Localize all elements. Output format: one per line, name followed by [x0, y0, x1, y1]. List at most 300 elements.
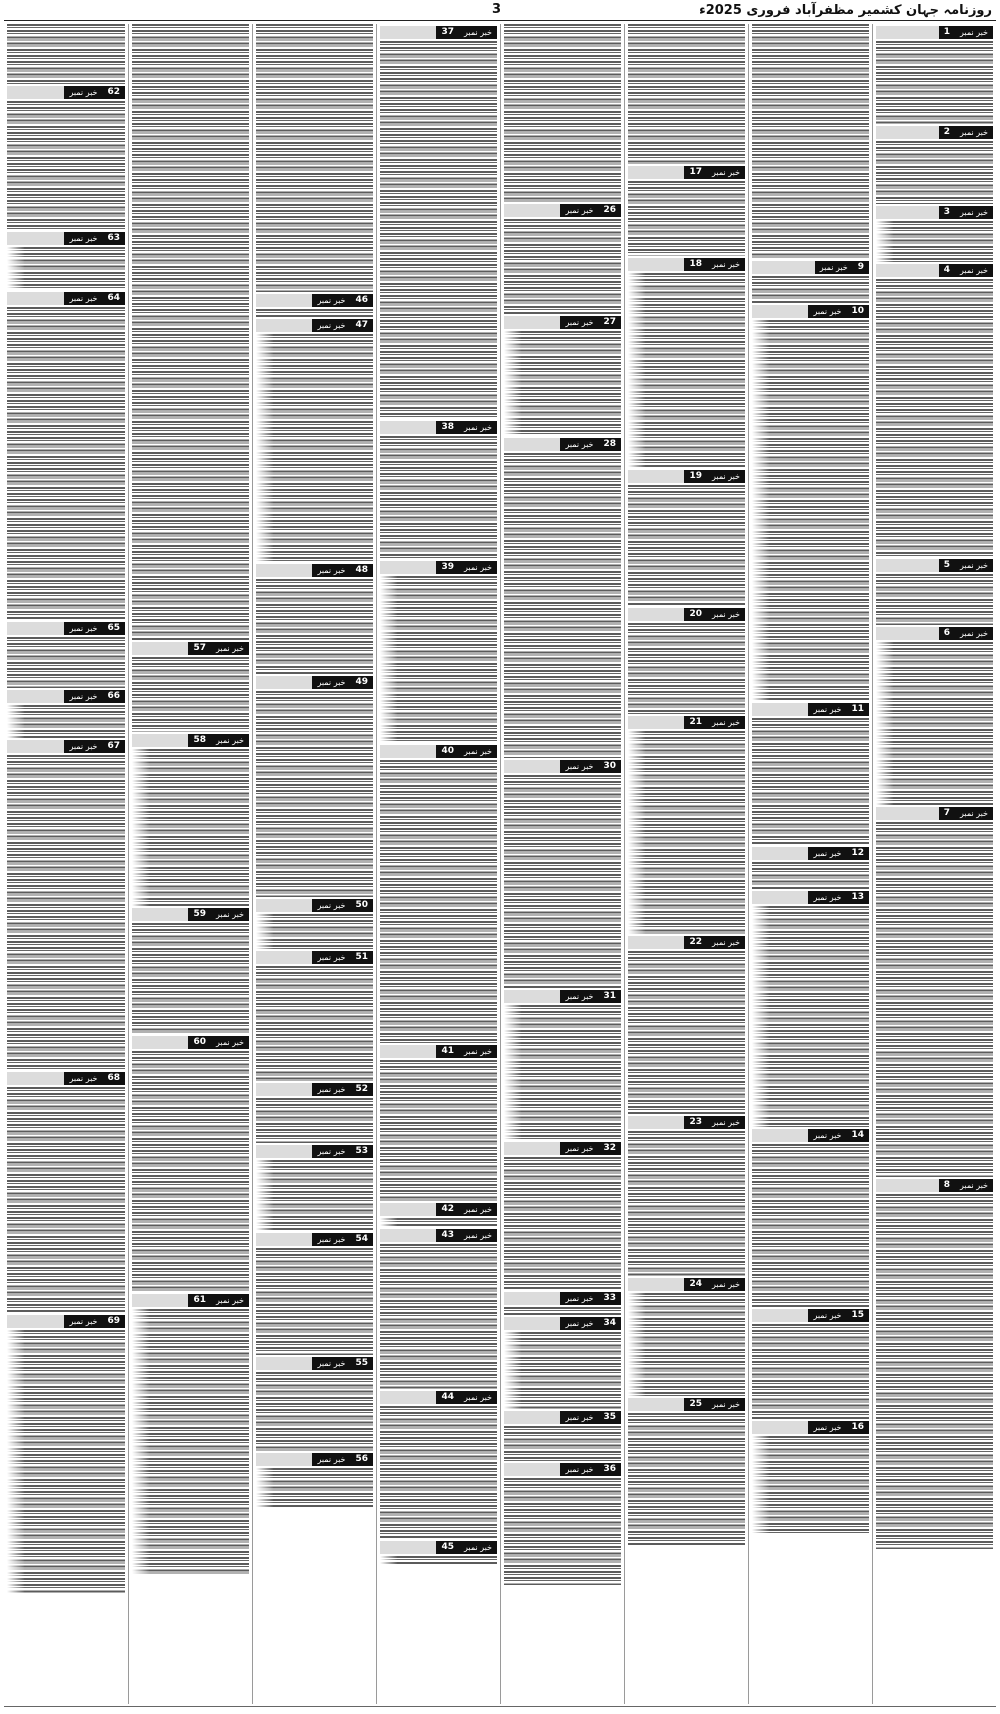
news-item-text: [504, 331, 621, 436]
news-item-tag: خبر نمبر: [955, 264, 993, 277]
news-item-text: [256, 966, 373, 1081]
news-item: [752, 1309, 869, 1419]
news-item-number: 11: [846, 703, 869, 716]
news-item: [876, 1179, 993, 1549]
news-item-text: [7, 637, 125, 688]
news-item-header: [256, 564, 373, 577]
news-item-header: [380, 1203, 497, 1216]
news-item-header: [256, 951, 373, 964]
news-item-header: [876, 627, 993, 640]
news-item-number: 34: [598, 1317, 621, 1330]
news-item-tag: خبر نمبر: [560, 990, 598, 1003]
news-item-tag: خبر نمبر: [560, 1411, 598, 1424]
news-item: [7, 740, 125, 1070]
news-item-header: [876, 264, 993, 277]
news-item-number: 60: [188, 1036, 211, 1049]
news-item-tag: خبر نمبر: [707, 1398, 745, 1411]
news-item-tag: خبر نمبر: [211, 1294, 249, 1307]
news-item-tag: خبر نمبر: [808, 703, 846, 716]
news-item-text: [628, 181, 745, 256]
news-item: [752, 891, 869, 1127]
news-item: [628, 166, 745, 256]
news-item-tag: خبر نمبر: [808, 847, 846, 860]
news-item-number: 10: [846, 305, 869, 318]
news-item-tag: خبر نمبر: [560, 760, 598, 773]
news-item-text: [752, 24, 869, 259]
news-item-number: 23: [684, 1116, 707, 1129]
news-item-number: 6: [939, 627, 955, 640]
news-item-header: [752, 703, 869, 716]
news-item-tag: خبر نمبر: [459, 1391, 497, 1404]
news-item-header: [752, 1129, 869, 1142]
news-item-number: 31: [598, 990, 621, 1003]
news-item-tag: خبر نمبر: [560, 1292, 598, 1305]
news-item-header: [628, 716, 745, 729]
news-item: [628, 1398, 745, 1546]
news-item-header: [876, 26, 993, 39]
news-item-header: [380, 561, 497, 574]
news-item: [256, 564, 373, 674]
news-item-text: [628, 485, 745, 606]
news-item-text: [876, 574, 993, 625]
news-item-header: [132, 1036, 249, 1049]
news-item-number: 45: [436, 1541, 459, 1554]
news-item-header: [380, 421, 497, 434]
news-item-header: [504, 1292, 621, 1305]
news-item-number: 7: [939, 807, 955, 820]
news-item-text: [504, 1157, 621, 1290]
news-item-tag: خبر نمبر: [64, 1315, 102, 1328]
news-item: [132, 1294, 249, 1574]
news-item-header: [628, 470, 745, 483]
news-item: [752, 847, 869, 889]
news-item: [628, 608, 745, 714]
news-item-text: [504, 775, 621, 988]
news-item-number: 57: [188, 642, 211, 655]
news-item-header: [256, 1233, 373, 1246]
news-item-text: [752, 320, 869, 701]
news-item-header: [256, 1083, 373, 1096]
news-item-text: [876, 41, 993, 124]
news-item-number: 4: [939, 264, 955, 277]
news-item-text: [380, 1406, 497, 1539]
news-item: [256, 899, 373, 949]
news-item-header: [752, 305, 869, 318]
news-item: [876, 264, 993, 557]
news-item-tag: خبر نمبر: [808, 1309, 846, 1322]
news-item-number: 48: [350, 564, 373, 577]
news-item: [876, 807, 993, 1177]
news-item: [132, 1036, 249, 1292]
news-item-header: [628, 166, 745, 179]
news-item-number: 67: [102, 740, 125, 753]
news-item: [256, 319, 373, 562]
news-item: [380, 1541, 497, 1564]
news-item-tag: خبر نمبر: [955, 1179, 993, 1192]
news-item-header: [504, 204, 621, 217]
news-item: [504, 760, 621, 988]
news-item-text: [132, 1051, 249, 1292]
news-item: [504, 24, 621, 202]
news-item-text: [256, 914, 373, 949]
news-item-text: [628, 1293, 745, 1396]
news-item-header: [504, 438, 621, 451]
news-item-header: [380, 1391, 497, 1404]
news-item-number: 68: [102, 1072, 125, 1085]
news-item: [132, 24, 249, 640]
news-item: [7, 232, 125, 290]
news-item-tag: خبر نمبر: [560, 1463, 598, 1476]
news-item: [752, 261, 869, 303]
news-item-number: 61: [188, 1294, 211, 1307]
news-column: [500, 24, 624, 1704]
news-item-tag: خبر نمبر: [459, 1541, 497, 1554]
news-item-header: [380, 26, 497, 39]
news-item-number: 25: [684, 1398, 707, 1411]
news-item: [380, 1203, 497, 1227]
news-item-tag: خبر نمبر: [459, 745, 497, 758]
news-item-tag: خبر نمبر: [211, 1036, 249, 1049]
news-item-text: [7, 24, 125, 84]
news-item-number: 9: [853, 261, 869, 274]
news-item-header: [132, 1294, 249, 1307]
news-item: [380, 1045, 497, 1201]
news-item-number: 36: [598, 1463, 621, 1476]
news-item-tag: خبر نمبر: [560, 1142, 598, 1155]
news-item-header: [380, 1541, 497, 1554]
news-item-tag: خبر نمبر: [312, 1083, 350, 1096]
news-item-tag: خبر نمبر: [808, 891, 846, 904]
news-item-number: 39: [436, 561, 459, 574]
news-item-tag: خبر نمبر: [312, 1357, 350, 1370]
news-item: [256, 1453, 373, 1507]
news-item-number: 15: [846, 1309, 869, 1322]
news-item-header: [628, 1398, 745, 1411]
news-item-number: 18: [684, 258, 707, 271]
news-item-text: [380, 576, 497, 743]
masthead: [0, 0, 1000, 22]
news-item-number: 55: [350, 1357, 373, 1370]
news-item-text: [256, 24, 373, 292]
news-item-text: [504, 1005, 621, 1140]
news-item-header: [628, 936, 745, 949]
news-item-text: [504, 1478, 621, 1585]
news-item-number: 62: [102, 86, 125, 99]
news-item-tag: خبر نمبر: [955, 126, 993, 139]
news-item-number: 44: [436, 1391, 459, 1404]
news-item-tag: خبر نمبر: [955, 807, 993, 820]
news-item-text: [752, 718, 869, 845]
news-item-text: [876, 822, 993, 1177]
news-item-number: 64: [102, 292, 125, 305]
news-item-text: [132, 923, 249, 1034]
news-item-header: [7, 232, 125, 245]
news-item: [380, 561, 497, 743]
news-item: [256, 1145, 373, 1231]
news-item-text: [7, 101, 125, 230]
page-number: 3: [492, 2, 502, 17]
news-item: [752, 703, 869, 845]
news-column: [748, 24, 872, 1704]
news-item-tag: خبر نمبر: [707, 258, 745, 271]
news-item-number: 56: [350, 1453, 373, 1466]
news-item: [876, 559, 993, 625]
news-item-number: 30: [598, 760, 621, 773]
news-item-tag: خبر نمبر: [707, 1116, 745, 1129]
news-item-tag: خبر نمبر: [955, 206, 993, 219]
news-item-number: 54: [350, 1233, 373, 1246]
news-item: [876, 26, 993, 124]
news-item-header: [380, 1229, 497, 1242]
news-item: [504, 438, 621, 758]
news-item-number: 38: [436, 421, 459, 434]
news-item-header: [628, 608, 745, 621]
news-item-number: 37: [436, 26, 459, 39]
news-item-text: [7, 1330, 125, 1593]
news-item-tag: خبر نمبر: [312, 951, 350, 964]
news-item-text: [752, 1324, 869, 1419]
news-item-text: [504, 1307, 621, 1315]
news-item-number: 46: [350, 294, 373, 307]
news-item: [628, 716, 745, 934]
news-item-tag: خبر نمبر: [808, 305, 846, 318]
news-item-text: [256, 1248, 373, 1355]
news-item-tag: خبر نمبر: [955, 26, 993, 39]
news-item-text: [628, 731, 745, 934]
news-item-number: 16: [846, 1421, 869, 1434]
news-item-header: [7, 86, 125, 99]
news-item-number: 19: [684, 470, 707, 483]
news-item: [504, 316, 621, 436]
news-item-number: 58: [188, 734, 211, 747]
news-item-header: [132, 734, 249, 747]
news-item-number: 28: [598, 438, 621, 451]
masthead-rule: [4, 20, 996, 21]
news-item-number: 40: [436, 745, 459, 758]
news-item-text: [132, 24, 249, 640]
news-item-text: [256, 1098, 373, 1143]
news-item-tag: خبر نمبر: [459, 421, 497, 434]
publication-title: روزنامہ جہان کشمیر مظفرآباد فروری 2025ء: [699, 3, 992, 18]
news-item: [628, 1278, 745, 1396]
news-item: [380, 26, 497, 419]
news-item-text: [7, 307, 125, 620]
news-item-number: 65: [102, 622, 125, 635]
news-item-header: [256, 1357, 373, 1370]
news-item-text: [256, 579, 373, 674]
news-item: [132, 734, 249, 906]
news-item-tag: خبر نمبر: [459, 1045, 497, 1058]
news-item: [256, 1233, 373, 1355]
news-item-tag: خبر نمبر: [312, 899, 350, 912]
news-item: [504, 1317, 621, 1409]
news-item-tag: خبر نمبر: [64, 622, 102, 635]
news-item-number: 17: [684, 166, 707, 179]
news-item-text: [628, 24, 745, 164]
news-item-header: [504, 1142, 621, 1155]
news-item-text: [132, 657, 249, 732]
news-item-text: [380, 41, 497, 419]
news-item-tag: خبر نمبر: [808, 1421, 846, 1434]
news-item: [628, 1116, 745, 1276]
news-item: [752, 24, 869, 259]
news-item: [628, 470, 745, 606]
news-item-text: [752, 1436, 869, 1534]
news-item-tag: خبر نمبر: [312, 1453, 350, 1466]
news-item-tag: خبر نمبر: [808, 1129, 846, 1142]
news-column: [128, 24, 252, 1704]
news-item-number: 41: [436, 1045, 459, 1058]
news-item-header: [504, 760, 621, 773]
news-item-tag: خبر نمبر: [211, 642, 249, 655]
news-item-text: [752, 906, 869, 1127]
news-item-tag: خبر نمبر: [64, 232, 102, 245]
news-item-number: 26: [598, 204, 621, 217]
news-item-text: [7, 755, 125, 1070]
news-item-tag: خبر نمبر: [211, 908, 249, 921]
news-item-header: [256, 676, 373, 689]
news-item-text: [876, 221, 993, 262]
news-item-text: [256, 1160, 373, 1231]
news-item-number: 32: [598, 1142, 621, 1155]
news-item: [7, 24, 125, 84]
news-item-header: [876, 807, 993, 820]
news-item-tag: خبر نمبر: [64, 740, 102, 753]
news-item-text: [7, 705, 125, 738]
news-item-header: [876, 1179, 993, 1192]
news-item-header: [752, 1309, 869, 1322]
news-item-number: 47: [350, 319, 373, 332]
news-item-text: [504, 219, 621, 314]
news-item-header: [7, 1315, 125, 1328]
news-item-tag: خبر نمبر: [211, 734, 249, 747]
news-item-number: 50: [350, 899, 373, 912]
news-item-text: [752, 276, 869, 303]
news-item: [752, 1421, 869, 1534]
news-item: [256, 951, 373, 1081]
news-item-text: [876, 141, 993, 204]
news-item-header: [504, 1317, 621, 1330]
news-item-text: [876, 279, 993, 557]
news-item-header: [380, 1045, 497, 1058]
news-item-header: [628, 1278, 745, 1291]
news-item-tag: خبر نمبر: [312, 319, 350, 332]
news-item: [7, 1315, 125, 1593]
news-item: [7, 292, 125, 620]
news-item-tag: خبر نمبر: [955, 559, 993, 572]
news-item-header: [256, 1453, 373, 1466]
news-item-tag: خبر نمبر: [955, 627, 993, 640]
news-item-text: [380, 1556, 497, 1564]
news-item-header: [752, 261, 869, 274]
news-item: [504, 1411, 621, 1461]
news-item-text: [380, 760, 497, 1043]
news-item-text: [628, 1131, 745, 1276]
news-item-header: [504, 1411, 621, 1424]
news-item-header: [752, 1421, 869, 1434]
news-item-header: [256, 899, 373, 912]
news-item-header: [7, 292, 125, 305]
news-item: [7, 622, 125, 688]
news-item: [132, 908, 249, 1034]
news-item: [7, 690, 125, 738]
news-item-text: [7, 1087, 125, 1313]
news-item-text: [628, 1413, 745, 1546]
news-item: [256, 1357, 373, 1451]
news-item-header: [876, 126, 993, 139]
news-item-text: [256, 691, 373, 897]
news-item-tag: خبر نمبر: [312, 294, 350, 307]
news-item-tag: خبر نمبر: [459, 1203, 497, 1216]
news-item-tag: خبر نمبر: [459, 1229, 497, 1242]
news-item-number: 63: [102, 232, 125, 245]
news-item: [256, 294, 373, 317]
news-item: [256, 24, 373, 292]
news-item-tag: خبر نمبر: [707, 1278, 745, 1291]
news-item-number: 14: [846, 1129, 869, 1142]
news-item: [7, 1072, 125, 1313]
news-item-header: [876, 559, 993, 572]
news-item-text: [752, 862, 869, 889]
news-item: [752, 305, 869, 701]
news-item-number: 42: [436, 1203, 459, 1216]
news-item-text: [380, 1244, 497, 1389]
news-item-tag: خبر نمبر: [312, 1233, 350, 1246]
news-column: [624, 24, 748, 1704]
footer-rule: [4, 1706, 996, 1707]
news-item-tag: خبر نمبر: [312, 1145, 350, 1158]
news-item-text: [380, 436, 497, 559]
news-item-header: [256, 1145, 373, 1158]
news-item-tag: خبر نمبر: [707, 166, 745, 179]
news-item-tag: خبر نمبر: [64, 86, 102, 99]
news-item-number: 24: [684, 1278, 707, 1291]
news-item: [256, 1083, 373, 1143]
news-item-number: 8: [939, 1179, 955, 1192]
news-item-number: 66: [102, 690, 125, 703]
news-item-text: [380, 1218, 497, 1227]
news-item-number: 51: [350, 951, 373, 964]
news-item-header: [256, 319, 373, 332]
news-item-tag: خبر نمبر: [560, 438, 598, 451]
news-item-header: [876, 206, 993, 219]
news-item: [628, 936, 745, 1114]
news-item-text: [256, 334, 373, 562]
news-column: [872, 24, 996, 1704]
news-item-header: [7, 1072, 125, 1085]
news-item-header: [504, 1463, 621, 1476]
news-item-number: 27: [598, 316, 621, 329]
news-item-number: 69: [102, 1315, 125, 1328]
news-item-number: 52: [350, 1083, 373, 1096]
news-item-header: [752, 847, 869, 860]
news-item-number: 1: [939, 26, 955, 39]
news-item: [256, 676, 373, 897]
news-item-text: [752, 1144, 869, 1307]
news-item: [504, 204, 621, 314]
news-item-header: [504, 990, 621, 1003]
news-item-tag: خبر نمبر: [560, 316, 598, 329]
news-item-header: [7, 740, 125, 753]
news-item-tag: خبر نمبر: [707, 608, 745, 621]
news-item-number: 59: [188, 908, 211, 921]
news-item-number: 33: [598, 1292, 621, 1305]
news-item-number: 5: [939, 559, 955, 572]
news-item-header: [132, 642, 249, 655]
news-item-text: [256, 1468, 373, 1507]
news-column: [252, 24, 376, 1704]
news-item-number: 22: [684, 936, 707, 949]
